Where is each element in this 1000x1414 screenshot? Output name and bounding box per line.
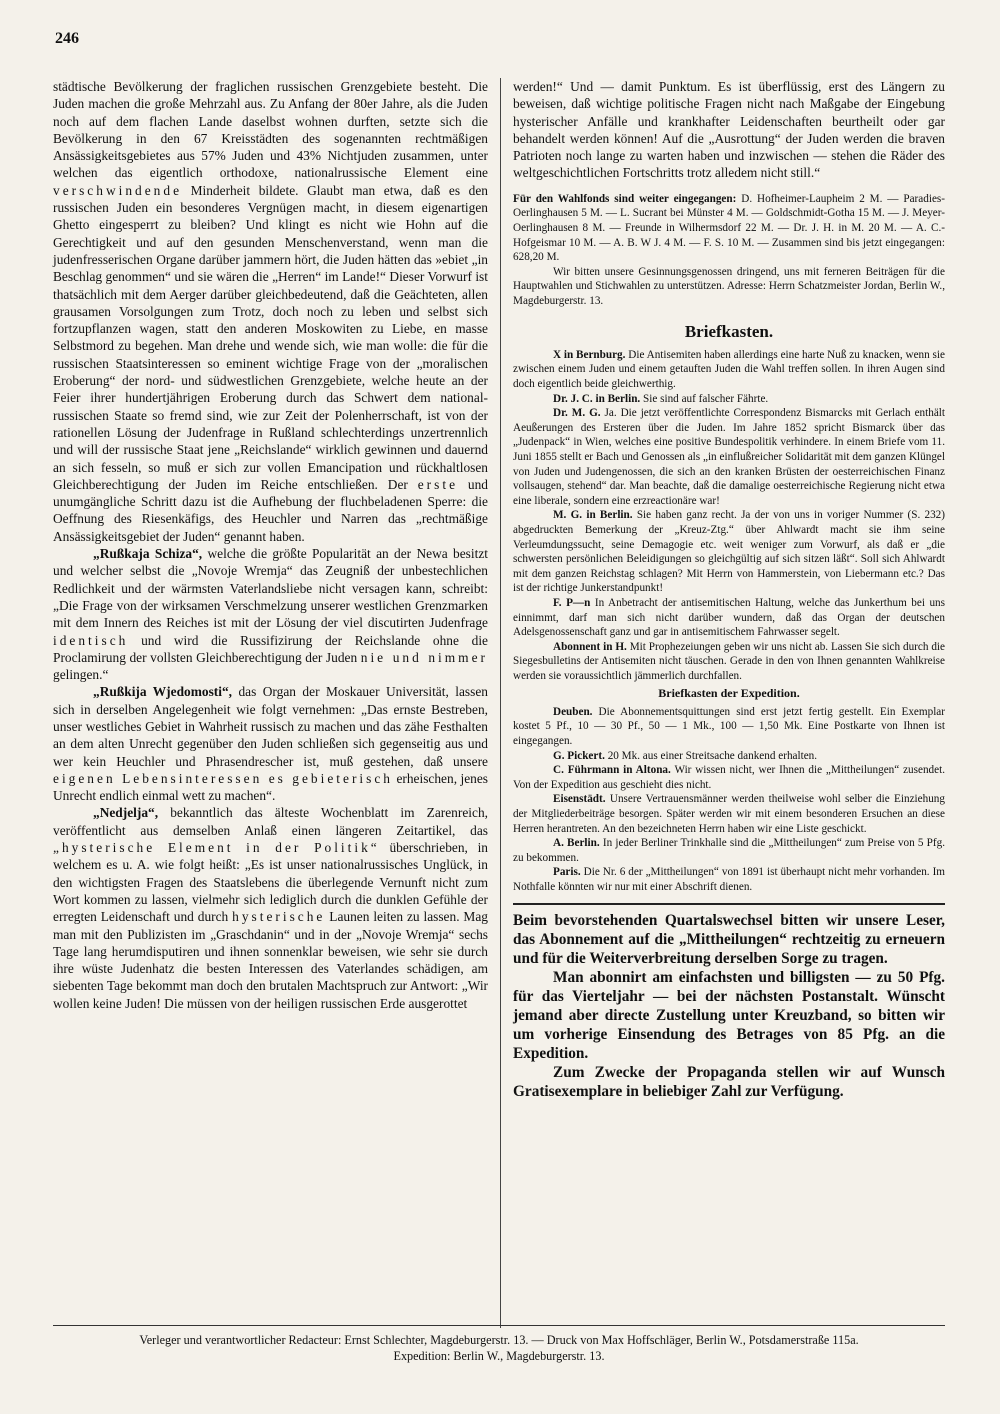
right-column	[513, 78, 945, 1101]
letter-entry	[513, 392, 945, 407]
left-p3-spaced: eigenen Lebensinteressen es gebieterisch	[53, 770, 393, 786]
left-p4-spaced: „hysterische Element in der Politik“	[53, 840, 380, 856]
letter-text: Sie sind auf falscher Fährte.	[643, 392, 769, 405]
expedition-letter-recipient: Eisenstädt.	[553, 793, 606, 806]
expedition-letter-entry	[513, 792, 945, 836]
expedition-letter-text: Die Nr. 6 der „Mittheilungen“ von 1891 ist überhaupt nicht mehr vorhanden. Im Nothfalle könnten wir nur mit einer Abschrift dienen.	[513, 866, 945, 893]
briefkasten-title: Briefkasten.	[684, 321, 774, 341]
expedition-letter-text: In jeder Berliner Trinkhalle sind die „Mittheilungen“ zum Preise von 5 Pfg. zu bekommen.	[513, 837, 945, 864]
left-paragraph-2	[53, 545, 488, 683]
letter-recipient: X in Bernburg.	[553, 348, 626, 361]
expedition-letter-entry	[513, 763, 945, 792]
letter-recipient: F. P—n	[553, 596, 591, 609]
notice-propaganda: Zum Zwecke der Propaganda stellen wir auf Wunsch Gratisexemplare in beliebiger Zahl zur Verfügung.	[513, 1063, 945, 1100]
left-p3-text: das Organ der Moskauer Universität, lassen sich in derselben Angelegenheit wie folgt vernehmen: „Das ernste Bestreben, unser westliches Gebiet in Wahrheit russisch zu machen und das zähe Festhalten an dem alten Unrecht gegenüber den Juden schließen sich gegenseitig aus und wer kein Heuchler und Phrasendrescher ist, muß gestehen, daß unsere	[53, 684, 488, 769]
letter-entry	[513, 348, 945, 392]
right-paragraph-1: werden!“ Und — damit Punktum. Es ist überflüssig, erst des Längern zu beweisen, daß wichtige politische Fragen nicht nach Maßgabe der Eingebung hysterischer Anfälle und krankhafter Leidenschaften beurtheilt oder gar behandelt werden können! Auf die „Ausrottung“ der Juden werden die braven Patrioten noch lange zu warten haben und inzwischen — stehen die Räder des weltgeschichtlichen Fortschritts trotz alledem nicht still.“	[513, 79, 945, 181]
left-p3-end: erheischen, jenes Unrecht endlich einmal wett zu machen“.	[53, 770, 488, 804]
expedition-list	[513, 705, 945, 895]
left-paragraph-1	[53, 78, 488, 545]
imprint-footer	[53, 1325, 945, 1364]
letter-entry	[513, 596, 945, 640]
left-p1-spaced: verschwindende	[53, 182, 183, 198]
expedition-title: Briefkasten der Expedition.	[658, 686, 800, 701]
left-p1-text: städtische Bevölkerung der fraglichen russischen Grenzgebiete besteht. Die Juden machen die große Mehrzahl aus. Zu Anfang der 80er Jahre, als die Juden noch auf dem flachen Lande daselbst wohnen durften, setzte sich die Bevölkerung in den 67 Kreisstädten des sogenannten rechtmäßigen Ansässigkeitsgebietes aus 57% Juden und 43% Nichtjuden zusammen, unter welchen das eigentlich orthodoxe, nationalrussische Element eine	[53, 79, 488, 181]
wahlfonds-title: Für den Wahlfonds sind weiter eingegangen:	[513, 192, 737, 205]
left-p2-spaced2: nie und nimmer	[360, 649, 489, 665]
expedition-letter-recipient: C. Führmann in Altona.	[553, 764, 671, 777]
left-p2-spaced: identisch	[53, 632, 129, 648]
expedition-letter-entry	[513, 836, 945, 865]
left-p2-text: welche die größte Popularität an der Newa besitzt und welcher selbst die „Novoje Wremja“ das Zeugniß der unbestechlichen Redlichkeit und der wärmsten Vaterlandsliebe nicht versagen kann, schreibt: „Die Frage von der wirksamen Verschmelzung unserer westlichen Grenzmarken mit dem Innern des Reiches ist mit der Lösung der viel discutirten Judenfrage	[53, 546, 488, 631]
expedition-letter-entry	[513, 705, 945, 749]
expedition-letter-recipient: Paris.	[553, 866, 581, 879]
subscription-notice	[513, 903, 945, 1101]
expedition-letter-text: 20 Mk. aus einer Streitsache dankend erhalten.	[607, 749, 818, 762]
letter-text: Mit Prophezeiungen geben wir uns nicht ab. Lassen Sie sich durch die Siegesbulletins der Antisemiten nicht täuschen. Gerade in den von Ihnen genannten Wahlkreise werden sie voraussichtlich jämmerlich durchfallen.	[513, 640, 945, 682]
expedition-letter-entry	[513, 749, 945, 764]
letter-recipient: M. G. in Berlin.	[553, 509, 633, 522]
letter-text: Sie haben ganz recht. Ja der von uns in voriger Nummer (S. 232) abgedruckten Bemerkung der „Kreuz-Ztg.“ über Ahlwardt macht sie ihm seine Verleumdungssucht, seine Demagogie etc. weit weniger zum Vorwurf, als daß er „die schwersten persönlichen Beleidigungen so gleichgültig auf sich sitzen läßt“. Soll sich Ahlwardt mit dem ganzen Reichstag schlagen? Mit Herrn von Hammerstein, von Liebermann etc.? Das ist der richtige Junkerstandpunkt!	[513, 509, 945, 595]
page-number: 246	[55, 30, 79, 47]
briefkasten-list	[513, 348, 945, 684]
letter-entry	[513, 406, 945, 508]
left-p4-spaced2: hysterische	[232, 909, 326, 925]
newspaper-title-russkija-wjedomosti: „Rußkija Wjedomosti“,	[93, 684, 233, 700]
letter-recipient: Abonnent in H.	[553, 640, 627, 653]
left-p4-mid: überschrieben, in welchem es u. A. wie folgt heißt: „Es ist unser nationalrussisches Unglück, in den wichtigsten Fragen des Staatslebens die überlegende Vernunft nicht zum Wort kommen zu lassen, vielmehr sich lediglich durch die dunklen Gefühle der erregten Leidenschaft und durch	[53, 840, 488, 925]
notice-subscribe: Man abonnirt am einfachsten und billigsten — zu 50 Pfg. für das Vierteljahr — bei der nächsten Postanstalt. Wünscht jemand aber directe Zustellung unter Kreuzband, so bitten wir um vorherige Einsendung des Betrages von 85 Pfg. an die Expedition.	[513, 968, 945, 1062]
left-paragraph-3	[53, 683, 488, 804]
expedition-letter-text: Wir wissen nicht, wer Ihnen die „Mittheilungen“ zusendet. Von der Expedition aus geschieht dies nicht.	[513, 764, 946, 791]
left-paragraph-4	[53, 804, 488, 1012]
letter-entry	[513, 508, 945, 596]
letter-recipient: Dr. J. C. in Berlin.	[553, 392, 641, 405]
newspaper-title-nedjelja: „Nedjelja“,	[93, 805, 159, 821]
imprint-line-1: Verleger und verantwortlicher Redacteur: Ernst Schlechter, Magdeburgerstr. 13. — Druck von Max Hoffschläger, Berlin W., Potsdamerstraße 115a.	[139, 1333, 859, 1347]
left-p2-end: gelingen.“	[53, 667, 109, 683]
notice-quarter: Beim bevorstehenden Quartalswechsel bitten wir unsere Leser, das Abonnement auf die „Mittheilungen“ rechtzeitig zu erneuern und für die Weiterverbreitung derselben Sorge zu tragen.	[513, 911, 945, 967]
letter-text: Ja. Die jetzt veröffentlichte Correspondenz Bismarcks mit Gerlach enthält Aeußerungen des Ersteren über die Juden. Im Jahre 1852 spricht Bismarck über das „Judenpack“ in Wien, welches eine positive Bundespolitik verhindere. In einem Briefe vom 11. Juni 1855 stellt er Bach und Genossen als „in einflußreicher Solidarität mit dem ganzen Klüngel von Juden und Judengenossen, die sich an den kranken Brüsten der oesterreichischen Finanz vollsaugen, stehend“ dar. Man beachte, daß die damalige oesterreichische Regierung nicht etwa eine liberale, sondern eine erzreactionäre war!	[513, 407, 946, 507]
column-divider	[500, 78, 501, 1328]
left-p1-spaced2: erste	[417, 476, 459, 492]
left-column	[53, 78, 488, 1012]
expedition-letter-recipient: A. Berlin.	[553, 837, 600, 850]
expedition-letter-recipient: G. Pickert.	[553, 749, 605, 762]
expedition-letter-text: Die Abonnementsquittungen sind erst jetzt fertig gestellt. Ein Exemplar kostet 5 Pf., 10 — 30 Pf., 50 — 1 Mk., 100 — 1,50 Mk. Eine Postkarte von Ihnen ist eingegangen.	[513, 705, 945, 747]
expedition-letter-entry	[513, 865, 945, 894]
left-p2-mid: und wird die Russifizirung der Reichslande ohne die Proclamirung der vollsten Gleichberechtigung der Juden	[53, 632, 488, 665]
wahlfonds-notice	[513, 192, 945, 265]
newspaper-title-russkaja-schiza: „Rußkaja Schiza“,	[93, 546, 203, 562]
expedition-letter-text: Unsere Vertrauensmänner werden theilweise wohl selber die Einziehung der Mitgliederbeiträge besorgen. Später werden wir mit einem besonderen Ersuchen an diese Herren herantreten. An den bezeichneten Herrn haben wir eine Liste geschickt.	[513, 793, 945, 835]
left-p4-text: bekanntlich das älteste Wochenblatt im Zarenreich, veröffentlicht aus demselben Anlaß einen längeren Zeitartikel, das	[53, 805, 488, 838]
letter-entry	[513, 640, 945, 684]
expedition-letter-recipient: Deuben.	[553, 705, 593, 718]
wahlfonds-appeal: Wir bitten unsere Gesinnungsgenossen dringend, uns mit ferneren Beiträgen für die Hauptwahlen und Stichwahlen zu unterstützen. Adresse: Herrn Schatzmeister Jordan, Berlin W., Magdeburgerstr. 13.	[513, 265, 945, 307]
letter-text: In Anbetracht der antisemitischen Haltung, welche das Junkerthum bei uns einnimmt, darf man sich nicht darüber wundern, daß das Organ der deutschen Adelsgenossenschaft ganz und gar in antisemitischem Fahrwasser segelt.	[513, 596, 945, 639]
left-p4-end: Launen leiten zu lassen. Mag man mit den Publizisten im „Graschdanin“ und in der „Novoje Wremja“ sechs Tage lang herumdisputiren und ihnen sonnenklar beweisen, wie sehr sie durch ihre wüste Judenhatz die besten Interessen des Vaterlandes schädigen, am siebenten Tage bekommt man doch den brutalen Machtspruch zur Antwort: „Wir wollen keine Juden! Die müssen von der heiligen russischen Erde ausgerottet	[53, 909, 488, 1011]
letter-text: Die Antisemiten haben allerdings eine harte Nuß zu knacken, wenn sie zwischen einem Juden und einem getauften Juden die Wahl treffen sollen. In ihren Augen sind doch eigentlich beide gleichwerthig.	[513, 348, 945, 391]
left-p1-end: Minderheit bildete. Glaubt man etwa, daß es den russischen Juden ein besonderes Vergnügen macht, in diesem eigenartigen Ghetto eingesperrt zu bleiben? Und klingt es nicht wie Hohn auf die Gerechtigkeit und auf den gesunden Menschenverstand, wenn man die judenfresserischen Organe darüber jammern hört, die Juden hätten das »ebiet „in Beschlag genommen“ und sie wären die „Herren“ im Lande!“ Dieser Vorwurf ist thatsächlich mit dem Aerger darüber gleichbedeutend, daß die Geächteten, allen grausamen Vorsolgungen zum Trotz, doch noch zu leben und selbst sich fortzupflanzen wagen, statt den anderen Moskowiten zu Liebe, en masse Selbstmord zu begehen. Man drehe und wende sich, wie man wolle: die für die russischen Staatsinteressen so eminent wichtige Frage von der „moralischen Eroberung“ der nord- und südwestlichen Grenzgebiete, welche heute an der Feier ihrer hundertjährigen Eroberung durch das Schwert dem national-russischen Staate so fremd sind, wie zur Zeit der Polenherrschaft, ist von der rationellen Lösung der Judenfrage in Rußland schlechterdings unzertrennlich und will der russische Staat jene „Reichslande“ wirklich gewinnen und dauernd an sich fesseln, so muß er sich zur vollen Emancipation und rückhaltlosen Gleichberechtigung der Juden im Reiche entschließen. Der	[53, 182, 488, 492]
letter-recipient: Dr. M. G.	[553, 407, 601, 420]
wahlfonds-list: D. Hofheimer-Laupheim 2 M. — Paradies-Oerlinghausen 5 M. — L. Sucrant bei Münster 4 M. — Goldschmidt-Gotha 15 M. — J. Meyer-Oerlinghausen 8 M. — Freunde in Wilhermsdorf 22 M. — Dr. J. H. in M. 20 M. — A. C.-Hofgeismar 10 M. — A. B. W J. 4 M. — F. S. 10 M. — Zusammen sind bis jetzt eingegangen: 628,20 M.	[513, 192, 945, 264]
imprint-line-2: Expedition: Berlin W., Magdeburgerstr. 13.	[393, 1349, 605, 1363]
left-p1-end2: und unumgängliche Schritt dazu ist die Aufhebung der fluchbeladenen Sperre: die Oeffnung des Riesenkäfigs, des Heuchler und Narren das „rechtmäßige Ansässigkeitsgebiet der Juden“ genannt haben.	[53, 476, 488, 544]
